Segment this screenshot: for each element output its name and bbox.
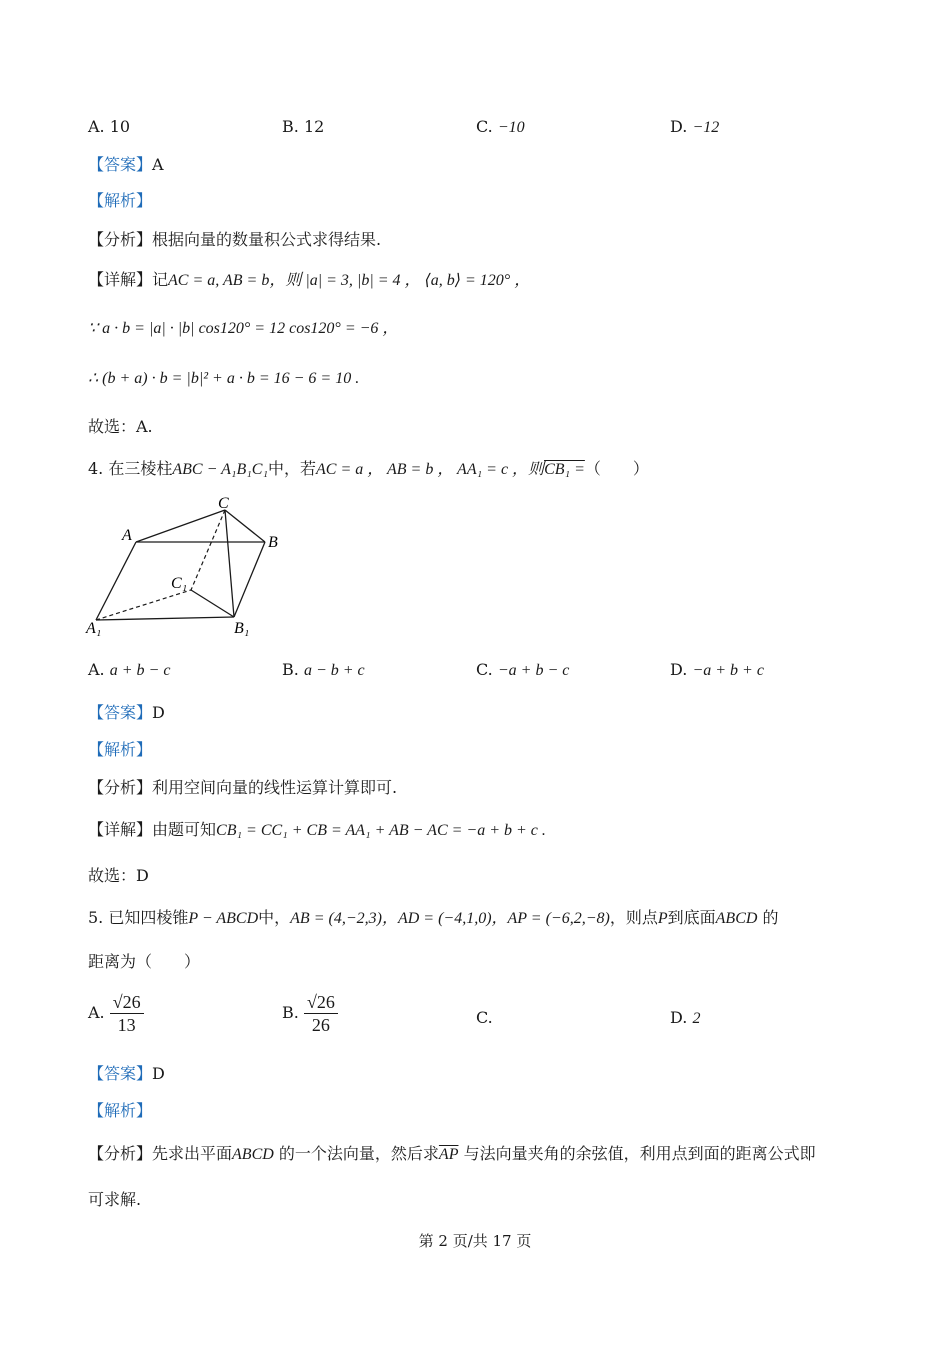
q4-detail bbox=[88, 820, 546, 841]
fraction bbox=[110, 992, 144, 1035]
label-b: B bbox=[268, 534, 278, 551]
label-c1: C₁ bbox=[171, 575, 188, 592]
stem-text-4: 的 bbox=[762, 908, 779, 927]
detail-tag: 【详解】 bbox=[88, 820, 153, 839]
option-value: 2 bbox=[692, 1010, 701, 1027]
option-value: a − b + c bbox=[303, 662, 365, 679]
question-number: 5. bbox=[88, 908, 104, 927]
q3-option-d bbox=[670, 117, 719, 138]
option-label: C. bbox=[476, 117, 493, 136]
detail-lead: 记 bbox=[152, 270, 169, 289]
q3-option-b bbox=[282, 117, 324, 137]
detail-expr: CB₁ = CC₁ + CB = AA₁ + AB − AC = −a + b + c . bbox=[216, 822, 546, 839]
q4-option-b bbox=[282, 660, 365, 681]
q5-option-d bbox=[670, 1008, 700, 1029]
analysis-vector: $\overline{AP}$ bbox=[438, 1146, 459, 1163]
fraction bbox=[304, 992, 338, 1035]
answer-tag: 【答案】 bbox=[88, 155, 153, 174]
stem-mid: 中，若 bbox=[268, 459, 317, 478]
stem-vectors: AB = (4,−2,3)，AD = (−4,1,0)，AP = (−6,2,−8) bbox=[290, 910, 610, 927]
q3-step-2: ∴ (b + a) · b = |b|² + a · b = 16 − 6 = 10 . bbox=[88, 370, 360, 387]
option-label: C. bbox=[476, 1008, 493, 1027]
page-footer: 第 2 页/共 17 页 bbox=[418, 1232, 532, 1250]
answer-value: D bbox=[152, 703, 165, 722]
prism-figure bbox=[80, 490, 300, 640]
q3-option-a bbox=[88, 117, 130, 137]
edge-cb bbox=[225, 510, 265, 542]
detail-tag: 【详解】 bbox=[88, 270, 153, 289]
option-value: 10 bbox=[109, 117, 131, 136]
option-value: −a + b − c bbox=[497, 662, 570, 679]
label-a1: A₁ bbox=[86, 620, 102, 637]
fraction-numerator: √26 bbox=[110, 992, 144, 1014]
q5-stem bbox=[88, 908, 779, 929]
stem-pyramid: P − ABCD bbox=[188, 910, 259, 927]
answer-value: D bbox=[152, 1064, 165, 1083]
q5-analysis bbox=[88, 1144, 816, 1165]
option-value: −10 bbox=[497, 119, 525, 136]
answer-tag: 【答案】 bbox=[88, 703, 153, 722]
stem-base: ABCD bbox=[715, 910, 758, 927]
analysis-text-a: 先求出平面 bbox=[152, 1144, 233, 1163]
q4-option-d bbox=[670, 660, 764, 681]
q5-stem-line-2: 距离为（ ） bbox=[88, 952, 201, 971]
analysis-plane: ABCD bbox=[232, 1146, 274, 1163]
edge-c1b1 bbox=[191, 590, 234, 617]
stem-mid: 中， bbox=[258, 908, 291, 927]
edge-cb1 bbox=[225, 510, 234, 617]
stem-text-2: ，则点 bbox=[609, 908, 658, 927]
edge-ac bbox=[136, 510, 225, 542]
option-label: D. bbox=[670, 1008, 688, 1027]
fraction-numerator: √26 bbox=[304, 992, 338, 1014]
stem-point-p: P bbox=[657, 910, 668, 927]
option-label: A. bbox=[88, 1003, 105, 1022]
option-value: −12 bbox=[692, 119, 720, 136]
option-label: D. bbox=[670, 660, 688, 679]
detail-rest: ，则 |a| = 3, |b| = 4 ， ⟨a, b⟩ = 120° ， bbox=[269, 272, 531, 289]
option-label: B. bbox=[282, 660, 299, 679]
q3-option-c bbox=[476, 117, 525, 138]
fraction-denominator: 26 bbox=[311, 1015, 330, 1035]
q4-stem bbox=[88, 459, 649, 480]
analysis-text-c: 与法向量夹角的余弦值，利用点到面的距离公式即 bbox=[463, 1144, 816, 1163]
edge-a1b1 bbox=[96, 617, 234, 620]
q4-option-c bbox=[476, 660, 569, 681]
stem-vectors: AC = a ， AB = b ， AA₁ = c ，则 bbox=[316, 461, 545, 478]
stem-text: 在三棱柱 bbox=[108, 459, 173, 478]
option-label: D. bbox=[670, 117, 688, 136]
detail-vectors: AC = a, AB = b bbox=[168, 272, 270, 289]
option-label: C. bbox=[476, 660, 493, 679]
q4-answer bbox=[88, 703, 165, 723]
q4-choose: 故选：D bbox=[88, 866, 149, 885]
option-value: 12 bbox=[303, 117, 325, 136]
edge-bb1 bbox=[234, 542, 265, 617]
edge-aa1 bbox=[96, 542, 136, 620]
q5-option-b bbox=[282, 992, 338, 1035]
analysis-text: 利用空间向量的线性运算计算即可. bbox=[152, 778, 398, 797]
fraction-denominator: 13 bbox=[117, 1015, 136, 1035]
analysis-text-b: 的一个法向量，然后求 bbox=[278, 1144, 439, 1163]
q3-jiexi-tag: 【解析】 bbox=[88, 191, 153, 210]
q3-analysis bbox=[88, 230, 381, 250]
analysis-text: 根据向量的数量积公式求得结果. bbox=[152, 230, 382, 249]
option-value: a + b − c bbox=[109, 662, 171, 679]
q3-answer bbox=[88, 155, 164, 175]
analysis-tag: 【分析】 bbox=[88, 778, 153, 797]
stem-paren: （ ） bbox=[584, 459, 649, 478]
q5-analysis-line-2: 可求解. bbox=[88, 1190, 142, 1209]
q3-step-1: ∵ a · b = |a| · |b| cos120° = 12 cos120° = −6 ， bbox=[88, 320, 399, 337]
option-label: B. bbox=[282, 1003, 299, 1022]
q5-option-c bbox=[476, 1008, 493, 1028]
analysis-tag: 【分析】 bbox=[88, 230, 153, 249]
q3-choose: 故选：A. bbox=[88, 417, 153, 436]
detail-lead: 由题可知 bbox=[152, 820, 217, 839]
answer-tag: 【答案】 bbox=[88, 1064, 153, 1083]
q4-jiexi-tag: 【解析】 bbox=[88, 740, 153, 759]
option-value: −a + b + c bbox=[692, 662, 764, 679]
stem-text-1: 已知四棱锥 bbox=[108, 908, 189, 927]
question-number: 4. bbox=[88, 459, 104, 478]
analysis-tag: 【分析】 bbox=[88, 1144, 153, 1163]
q3-detail bbox=[88, 270, 530, 291]
edge-cc1-hidden bbox=[191, 510, 225, 590]
q5-option-a bbox=[88, 992, 144, 1035]
option-label: A. bbox=[88, 660, 105, 679]
edge-a1c1-hidden bbox=[96, 590, 191, 620]
label-a: A bbox=[122, 527, 132, 544]
stem-text-3: 到底面 bbox=[667, 908, 716, 927]
answer-value: A bbox=[152, 155, 164, 174]
option-label: A. bbox=[88, 117, 105, 136]
stem-target: CB₁ = bbox=[544, 461, 585, 478]
label-c: C bbox=[218, 495, 229, 512]
q4-analysis bbox=[88, 778, 397, 798]
stem-prism: ABC − A₁B₁C₁ bbox=[172, 461, 269, 478]
label-b1: B₁ bbox=[234, 620, 250, 637]
q4-option-a bbox=[88, 660, 170, 681]
q5-answer bbox=[88, 1064, 165, 1084]
option-label: B. bbox=[282, 117, 299, 136]
q5-jiexi-tag: 【解析】 bbox=[88, 1101, 153, 1120]
